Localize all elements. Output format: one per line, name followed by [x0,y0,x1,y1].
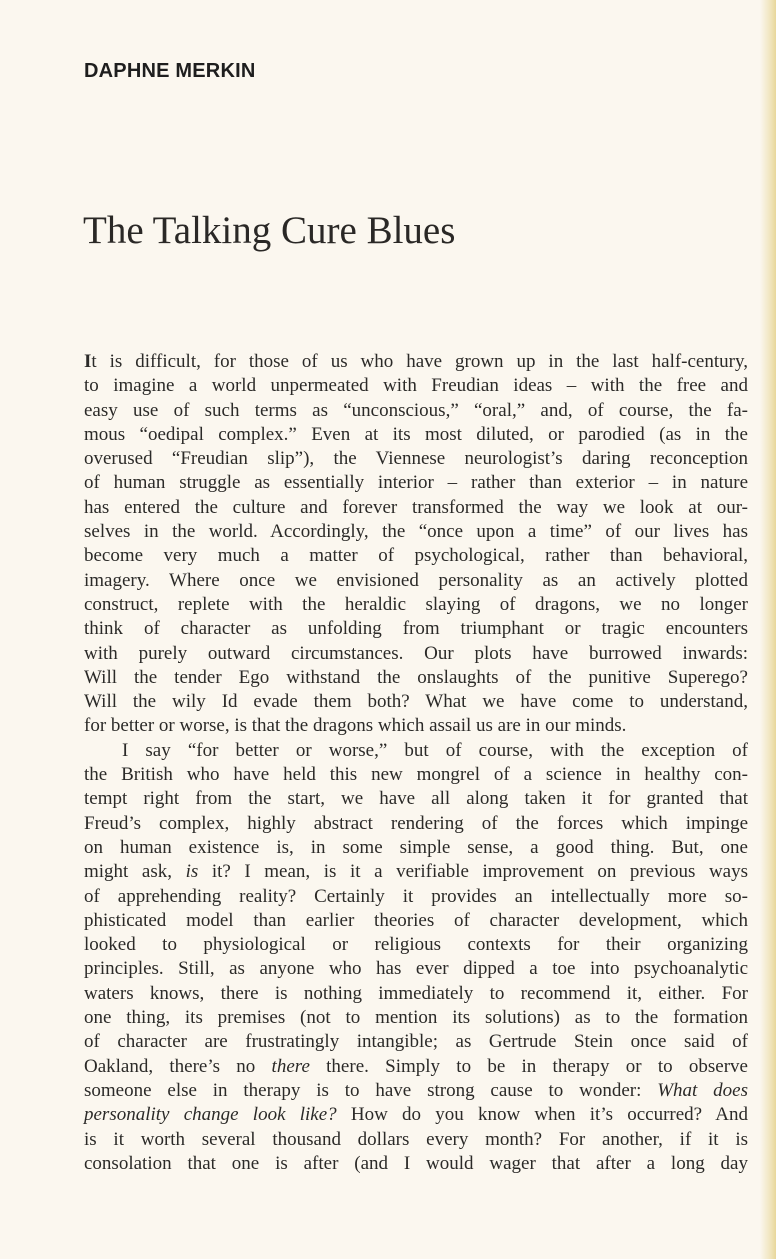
text-line: construct, replete with the heraldic slaying of dragons, we no longer [84,593,748,615]
text-line: selves in the world. Accordingly, the “once upon a time” of our lives has [84,521,748,543]
emphasis: What does [657,1079,748,1101]
text-line: phisticated model than earlier theories of character development, which [84,909,748,931]
text-line: mous “oedipal complex.” Even at its most diluted, or parodied (as in the [84,423,748,445]
text-line: personality change look like? How do you know when it’s occurred? And [84,1104,749,1126]
text-line: Will the wily Id evade them both? What we have come to understand, [84,691,748,713]
text-line: one thing, its premises (not to mention its solutions) as to the formation [84,1007,748,1029]
text-line: Will the tender Ego withstand the onslaughts of the punitive Superego? [84,666,748,688]
text-line: to imagine a world unpermeated with Freudian ideas – with the free and [84,375,748,397]
text-line: of character are frustratingly intangible; as Gertrude Stein once said of [84,1031,748,1053]
emphasis: is [185,861,199,883]
text-line: waters knows, there is nothing immediately to recommend it, either. For [84,982,748,1004]
text-line: easy use of such terms as “unconscious,” “oral,” and, of course, the fa- [84,399,748,421]
emphasis: personality change look like? [84,1104,337,1126]
text-line: Freud’s complex, highly abstract rendering of the forces which impinge [84,812,748,834]
text-line: tempt right from the start, we have all along taken it for granted that [84,788,748,810]
text-line: principles. Still, as anyone who has ever dipped a toe into psychoanalytic [84,958,748,980]
author-name: DAPHNE MERKIN [84,60,256,82]
text-line: might ask, is it? I mean, is it a verifiable improvement on previous ways [84,861,748,883]
text-line: on human existence is, in some simple sense, a good thing. But, one [84,836,748,858]
text-line: with purely outward circumstances. Our plots have burrowed inwards: [84,642,748,664]
text-line: become very much a matter of psychological, rather than behavioral, [84,545,748,567]
text-line: think of character as unfolding from triumphant or tragic encounters [84,618,748,640]
article-body [84,350,748,1176]
text-line: someone else in therapy is to have strong cause to wonder: What does [84,1079,748,1101]
text-line: I say “for better or worse,” but of course, with the exception of [122,739,748,761]
text-line: It is difficult, for those of us who have grown up in the last half-century, [84,351,748,372]
emphasis: there [271,1055,310,1077]
text-line: the British who have held this new mongrel of a science in healthy con- [84,764,748,786]
paragraph-2 [84,739,748,1176]
text-line: of apprehending reality? Certainly it provides an intellectually more so- [84,885,748,907]
text-line: is it worth several thousand dollars every month? For another, if it is [84,1128,748,1150]
text-line: consolation that one is after (and I would wager that after a long day [84,1152,748,1174]
text-line: of human struggle as essentially interior – rather than exterior – in nature [84,472,748,494]
text-line: looked to physiological or religious contexts for their organizing [84,934,748,956]
text-line: for better or worse, is that the dragons which assail us are in our minds. [84,715,627,737]
text-line: Oakland, there’s no there there. Simply to be in therapy or to observe [84,1055,748,1077]
page-edge [760,0,776,1259]
text-line: has entered the culture and forever transformed the way we look at our- [84,496,748,518]
paragraph-1 [84,350,748,739]
text-line: overused “Freudian slip”), the Viennese neurologist’s daring reconception [84,448,748,470]
drop-cap: I [84,351,92,372]
text-line: imagery. Where once we envisioned personality as an actively plotted [84,569,748,591]
page-title: The Talking Cure Blues [83,209,456,252]
